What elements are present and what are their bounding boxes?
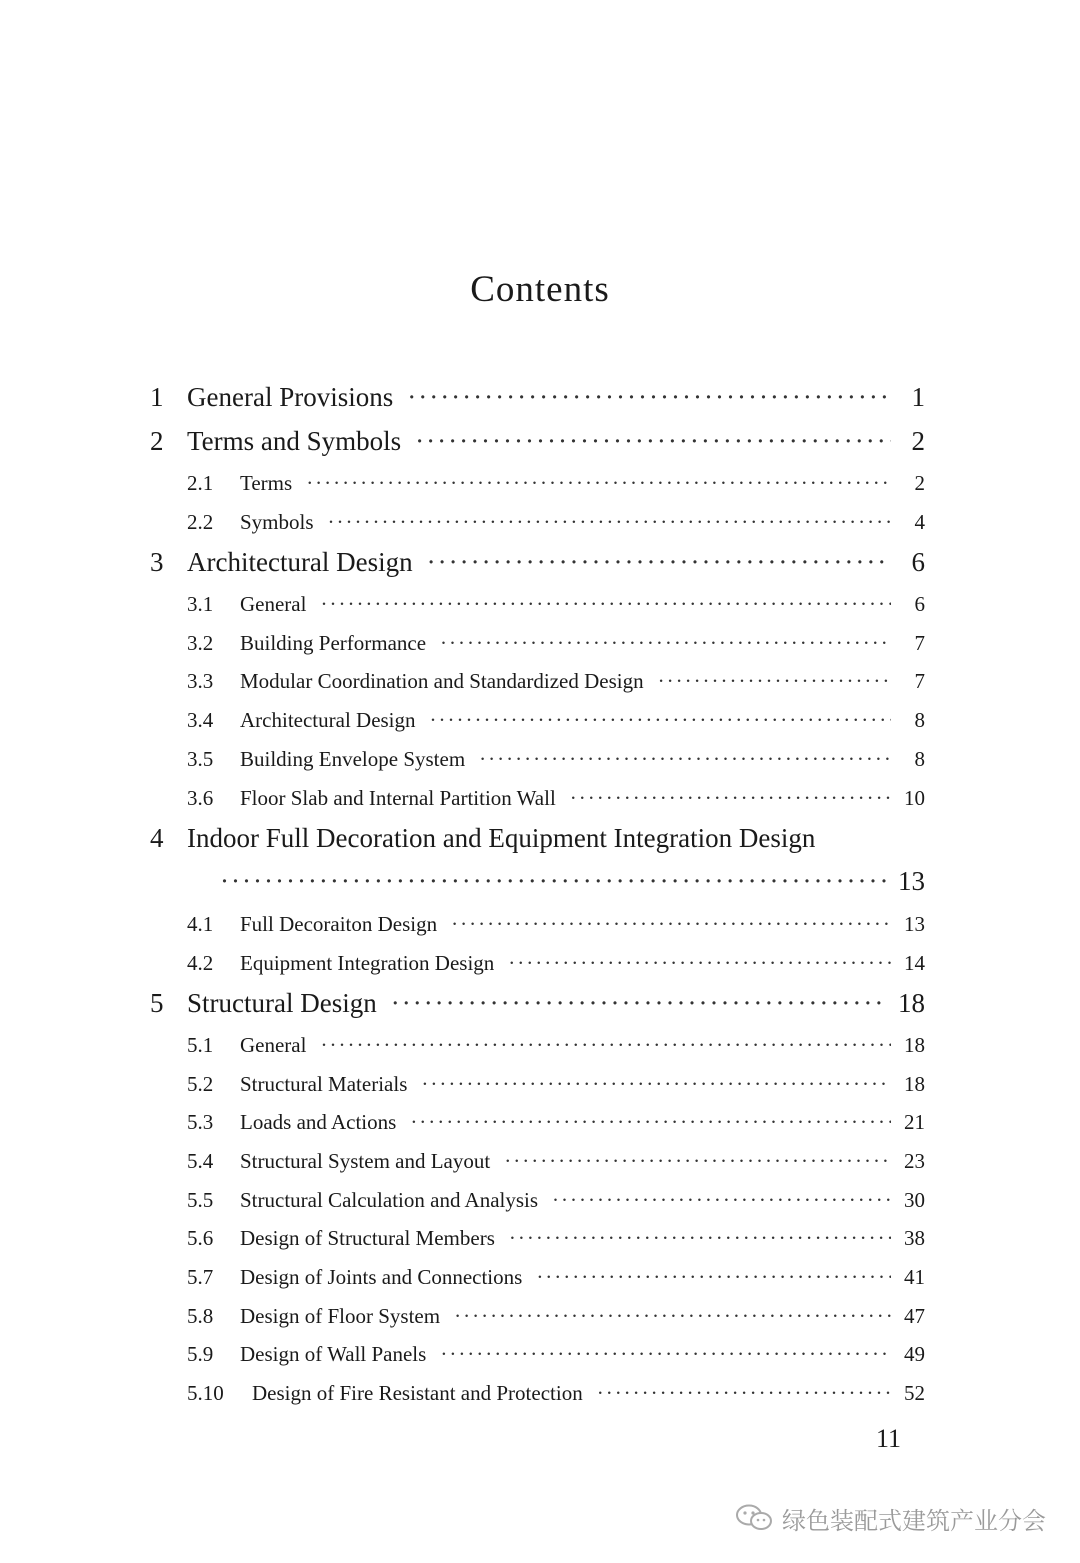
- toc-page: 47: [904, 1304, 925, 1328]
- toc-number: 3.4: [187, 708, 214, 732]
- toc-entry: [150, 1226, 925, 1256]
- toc-page: 8: [914, 747, 925, 771]
- toc-number: 2: [150, 426, 164, 456]
- toc-entry: [150, 510, 925, 540]
- toc-entry-continuation: [220, 866, 925, 897]
- dot-leader: [570, 786, 891, 811]
- toc-number: 3: [150, 547, 164, 577]
- toc-entry: [150, 1304, 925, 1334]
- toc-number: 5.9: [187, 1342, 214, 1366]
- toc-title: Building Envelope System: [240, 747, 466, 771]
- toc-title: Design of Structural Members: [240, 1226, 495, 1250]
- toc-page: 41: [904, 1265, 925, 1289]
- dot-leader: [427, 547, 891, 578]
- toc-page: 18: [904, 1072, 925, 1096]
- toc-entry: [150, 708, 925, 738]
- toc-number: 5.2: [187, 1072, 214, 1096]
- toc-entry: [150, 1188, 925, 1218]
- toc-entry: [150, 1110, 925, 1140]
- dot-leader: [454, 1304, 891, 1329]
- toc-title: Modular Coordination and Standardized Design: [240, 669, 644, 693]
- dot-leader: [391, 988, 888, 1019]
- toc-title: Structural Calculation and Analysis: [240, 1188, 539, 1212]
- toc-page: 18: [904, 1033, 925, 1057]
- toc-number: 3.3: [187, 669, 214, 693]
- toc-page: 2: [914, 471, 925, 495]
- toc-number: 5.1: [187, 1033, 214, 1057]
- toc-number: 3.5: [187, 747, 214, 771]
- toc-entry: [150, 912, 925, 942]
- dot-leader: [597, 1381, 891, 1406]
- toc-page: 4: [914, 510, 925, 534]
- toc-title: Terms and Symbols: [187, 426, 402, 456]
- toc-page: 13: [898, 866, 925, 896]
- toc-page: 13: [904, 912, 925, 936]
- dot-leader: [479, 747, 891, 772]
- toc-title: Full Decoraiton Design: [240, 912, 438, 936]
- dot-leader: [552, 1188, 891, 1213]
- toc-entry: [150, 1149, 925, 1179]
- toc-page: 10: [904, 786, 925, 810]
- toc-number: 5.5: [187, 1188, 214, 1212]
- toc-entry: [150, 592, 925, 622]
- toc-title: Design of Floor System: [240, 1304, 441, 1328]
- toc-page: 7: [914, 631, 925, 655]
- toc-number: 4: [150, 823, 164, 853]
- toc-title: General: [240, 592, 307, 616]
- dot-leader: [220, 866, 888, 897]
- dot-leader: [658, 669, 891, 694]
- toc-title: General Provisions: [187, 382, 394, 412]
- toc-page: 14: [904, 951, 925, 975]
- dot-leader: [320, 592, 891, 617]
- toc-title: Floor Slab and Internal Partition Wall: [240, 786, 556, 810]
- toc-title: Design of Wall Panels: [240, 1342, 427, 1366]
- toc-number: 5: [150, 988, 164, 1018]
- toc-entry: [150, 631, 925, 661]
- toc-entry: [150, 1342, 925, 1372]
- toc-number: 1: [150, 382, 164, 412]
- dot-leader: [509, 1226, 891, 1251]
- toc-title: Terms: [240, 471, 293, 495]
- toc-entry: [150, 823, 925, 863]
- toc-entry: [150, 382, 925, 422]
- dot-leader: [430, 708, 891, 733]
- toc-page: 2: [911, 426, 925, 456]
- dot-leader: [407, 382, 891, 413]
- toc-entry: [150, 747, 925, 777]
- toc-page: 38: [904, 1226, 925, 1250]
- toc-page: 23: [904, 1149, 925, 1173]
- toc-number: 5.8: [187, 1304, 214, 1328]
- dot-leader: [410, 1110, 891, 1135]
- toc-title: Architectural Design: [240, 708, 416, 732]
- toc-entry: [150, 1033, 925, 1063]
- toc-page: 8: [914, 708, 925, 732]
- page-number: 11: [876, 1424, 902, 1453]
- toc-number: 5.7: [187, 1265, 214, 1289]
- toc-page: 1: [911, 382, 925, 412]
- toc-title: Indoor Full Decoration and Equipment Integration Design: [187, 823, 816, 853]
- toc-entry: [150, 547, 925, 587]
- watermark-text: 绿色装配式建筑产业分会: [782, 1506, 1046, 1535]
- dot-leader: [415, 426, 891, 457]
- toc-number: 5.4: [187, 1149, 214, 1173]
- toc-entry: [150, 1381, 925, 1411]
- toc-page: 21: [904, 1110, 925, 1134]
- toc-page: 49: [904, 1342, 925, 1366]
- toc-entry: [150, 1072, 925, 1102]
- toc-page: 18: [898, 988, 925, 1018]
- toc-number: 3.2: [187, 631, 214, 655]
- toc-page: 30: [904, 1188, 925, 1212]
- toc-number: 5.6: [187, 1226, 214, 1250]
- toc-title: Loads and Actions: [240, 1110, 397, 1134]
- dot-leader: [508, 951, 891, 976]
- toc-title: Symbols: [240, 510, 314, 534]
- dot-leader: [451, 912, 891, 937]
- toc-title: Structural Design: [187, 988, 377, 1018]
- toc-page: 7: [914, 669, 925, 693]
- toc-number: 2.2: [187, 510, 214, 534]
- toc-title: Design of Fire Resistant and Protection: [252, 1381, 583, 1405]
- toc-title: Structural System and Layout: [240, 1149, 491, 1173]
- dot-leader: [421, 1072, 891, 1097]
- toc-title: Structural Materials: [240, 1072, 408, 1096]
- dot-leader: [536, 1265, 891, 1290]
- toc-page: 6: [914, 592, 925, 616]
- toc-title: Architectural Design: [187, 547, 413, 577]
- dot-leader: [328, 510, 891, 535]
- toc-title: General: [240, 1033, 307, 1057]
- toc-entry: [150, 426, 925, 466]
- wechat-icon: [734, 1503, 774, 1533]
- toc-entry: [150, 471, 925, 501]
- dot-leader: [440, 1342, 891, 1367]
- toc-page: 6: [911, 547, 925, 577]
- toc-page: 52: [904, 1381, 925, 1405]
- toc-number: 5.3: [187, 1110, 214, 1134]
- toc-number: 4.2: [187, 951, 214, 975]
- dot-leader: [320, 1033, 891, 1058]
- page-title: Contents: [470, 269, 610, 310]
- toc-entry: [150, 786, 925, 816]
- toc-number: 4.1: [187, 912, 214, 936]
- toc-title: Equipment Integration Design: [240, 951, 495, 975]
- watermark: [734, 1500, 1046, 1536]
- toc-number: 3.6: [187, 786, 214, 810]
- toc-number: 2.1: [187, 471, 214, 495]
- dot-leader: [504, 1149, 891, 1174]
- toc-entry: [150, 669, 925, 699]
- toc-entry: [150, 951, 925, 981]
- toc-number: 5.10: [187, 1381, 224, 1405]
- toc-number: 3.1: [187, 592, 214, 616]
- toc-entry: [150, 988, 925, 1028]
- toc-title: Building Performance: [240, 631, 427, 655]
- toc-entry: [150, 1265, 925, 1295]
- dot-leader: [306, 471, 891, 496]
- toc-title: Design of Joints and Connections: [240, 1265, 523, 1289]
- dot-leader: [440, 631, 891, 656]
